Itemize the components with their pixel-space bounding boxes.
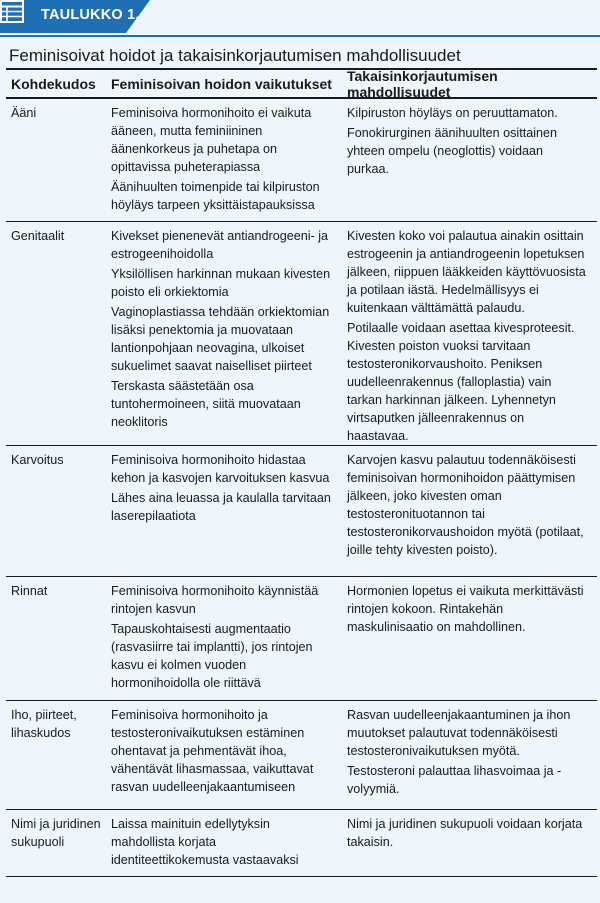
cell-text: Äänihuulten toimenpide tai kilpiruston höyläys tarpeen yksittäistapauksissa: [111, 180, 320, 212]
cell-text: Vaginoplastiassa tehdään orkiektomian lisäksi penektomia ja muovataan lantionpohjaan neovagina, ulkoiset sukuelimet saavat naiselliset piirteet: [111, 305, 330, 373]
table-header: [6, 68, 597, 99]
cell-text: Kilpiruston höyläys on peruuttamaton.: [347, 106, 558, 120]
cell-text: Testosteroni palauttaa lihasvoimaa ja -volyymiä.: [347, 764, 562, 796]
cell-text: Karvoitus: [11, 453, 64, 467]
cell-text: Lähes aina leuassa ja kaulalla tarvitaan laserepilaatiota: [111, 491, 331, 523]
cell-effects: [106, 701, 341, 809]
badge-row: [0, 0, 600, 35]
cell-text: Rasvan uudelleenjakaantuminen ja ihon muutokset palautuvat todennäköisesti testosteronivaikutuksen myötä.: [347, 708, 571, 758]
cell-text: Feminisoiva hormonihoito käynnistää rintojen kasvun: [111, 584, 319, 616]
table-title: Feminisoivat hoidot ja takaisinkorjautumisen mahdollisuudet: [9, 46, 461, 65]
cell-text: Ääni: [11, 106, 37, 120]
header-effects: Feminisoivan hoidon vaikutukset: [111, 75, 332, 92]
header-reversibility: Takaisinkorjautumisen mahdollisuudet: [347, 67, 498, 100]
cell-reversibility: [341, 222, 597, 445]
cell-text: Rinnat: [11, 584, 48, 598]
cell-reversibility: [341, 99, 597, 221]
table-body: [6, 99, 597, 877]
cell-text: Nimi ja juridinen sukupuoli voidaan korjata takaisin.: [347, 817, 583, 849]
cell-text: Feminisoiva hormonihoito hidastaa kehon ja kasvojen karvoituksen kasvua: [111, 453, 330, 485]
data-table: [0, 68, 600, 877]
cell-text: Terskasta säästetään osa tuntohermoineen, siitä muovataan neoklitoris: [111, 379, 301, 429]
cell-text: Laissa mainituin edellytyksin mahdollista korjata identiteettikokemusta vastaavaksi: [111, 817, 299, 867]
cell-text: Kivesten koko voi palautua ainakin osittain estrogeenin ja antiandrogeenin lopetuksen jälkeen, riippuen lääkkeiden käyttövuosista ja potilaan iästä. Hedelmällisyys ei kuitenkaan välttämättä palaudu.: [347, 229, 586, 315]
cell-effects: [106, 446, 341, 576]
cell-text: Iho, piirteet, lihaskudos: [11, 708, 77, 740]
cell-reversibility: [341, 446, 597, 576]
cell-text: Feminisoiva hormonihoito ja testosteronivaikutuksen estäminen ohentavat ja pehmentävät ihoa, vähentävät lihasmassaa, vaikuttavat rasvan uudelleenjakaantumiseen: [111, 708, 314, 794]
cell-effects: [106, 810, 341, 876]
table-badge: [0, 0, 150, 33]
cell-reversibility: [341, 810, 597, 876]
table-row: [6, 577, 597, 701]
table-icon: [0, 0, 24, 23]
cell-effects: [106, 99, 341, 221]
cell-text: Kivekset pienenevät antiandrogeeni- ja estrogeenihoidolla: [111, 229, 329, 261]
cell-text: Tapauskohtaisesti augmentaatio (rasvasiirre tai implantti), jos rintojen kasvu ei kolmen vuoden hormonihoidolla ole riittävä: [111, 622, 313, 690]
cell-text: Karvojen kasvu palautuu todennäköisesti feminisoivan hormonihoidon päättymisen jälkeen, joko kivesten oman testosteronituotannon tai testosteronikorvaushoidon myötä (potilaat, joille tehty kivesten poisto).: [347, 453, 584, 557]
badge-label: TAULUKKO 1.: [41, 7, 140, 23]
cell-text: Feminisoiva hormonihoito ei vaikuta ääneen, mutta feminiininen äänenkorkeus ja puhetapa on opittavissa puheterapiassa: [111, 106, 312, 174]
table-row: [6, 810, 597, 877]
cell-text: Fonokirurginen äänihuulten osittainen yhteen ompelu (neoglottis) voidaan purkaa.: [347, 126, 558, 176]
cell-text: Potilaalle voidaan asettaa kivesproteesit. Kivesten poiston vuoksi tarvitaan testosteronikorvaushoito. Peniksen uudelleenrakennus (falloplastia) vain tarkan harkinnan jälkeen. Lyhennetyn virtsaputken jälleenrakennus on haastavaa.: [347, 321, 575, 443]
cell-effects: [106, 577, 341, 700]
cell-text: Yksilöllisen harkinnan mukaan kivesten poisto eli orkiektomia: [111, 267, 331, 299]
cell-reversibility: [341, 577, 597, 700]
cell-tissue: [6, 446, 106, 576]
cell-tissue: [6, 577, 106, 700]
table-row: [6, 701, 597, 810]
cell-text: Nimi ja juridinen sukupuoli: [11, 817, 101, 849]
cell-tissue: [6, 99, 106, 221]
table-row: [6, 99, 597, 222]
header-tissue: Kohdekudos: [11, 75, 96, 92]
cell-effects: [106, 222, 341, 445]
cell-reversibility: [341, 701, 597, 809]
cell-text: Hormonien lopetus ei vaikuta merkittävästi rintojen kokoon. Rintakehän maskulinisaatio on mahdollinen.: [347, 584, 584, 634]
table-row: [6, 222, 597, 446]
cell-tissue: [6, 701, 106, 809]
cell-tissue: [6, 810, 106, 876]
cell-tissue: [6, 222, 106, 445]
table-row: [6, 446, 597, 577]
cell-text: Genitaalit: [11, 229, 65, 243]
